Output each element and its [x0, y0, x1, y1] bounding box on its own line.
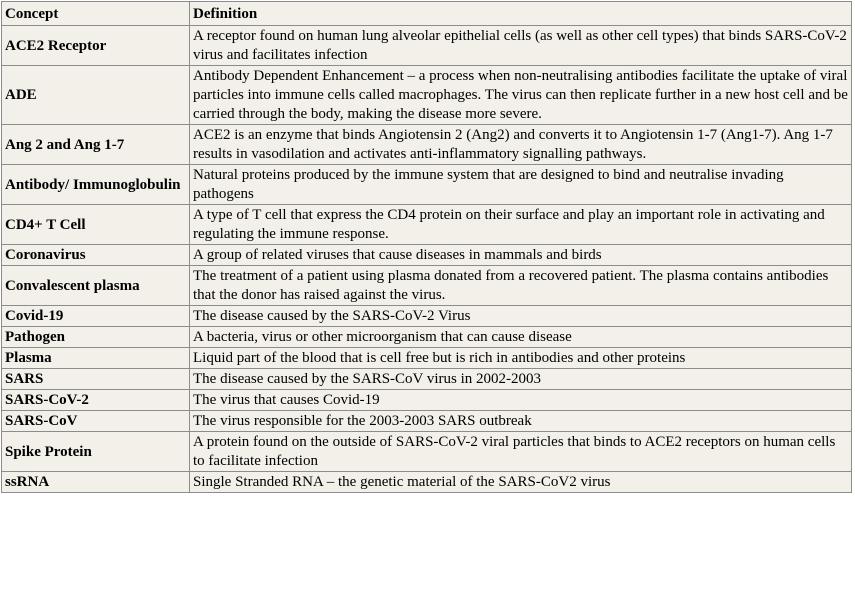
concept-cell: Coronavirus	[2, 245, 190, 266]
table-row	[2, 306, 852, 327]
concept-cell: Ang 2 and Ang 1-7	[2, 125, 190, 165]
table-row	[2, 348, 852, 369]
table-row	[2, 472, 852, 493]
table-body	[2, 26, 852, 493]
definition-cell: A group of related viruses that cause diseases in mammals and birds	[190, 245, 852, 266]
definition-column-header: Definition	[190, 2, 852, 26]
concept-cell: Convalescent plasma	[2, 266, 190, 306]
concept-cell: SARS	[2, 369, 190, 390]
definition-cell: Single Stranded RNA – the genetic material of the SARS-CoV2 virus	[190, 472, 852, 493]
definition-cell: A bacteria, virus or other microorganism that can cause disease	[190, 327, 852, 348]
concept-cell: Antibody/ Immunoglobulin	[2, 165, 190, 205]
concept-cell: CD4+ T Cell	[2, 205, 190, 245]
definition-cell: The disease caused by the SARS-CoV virus in 2002-2003	[190, 369, 852, 390]
header-row	[2, 2, 852, 26]
table-row	[2, 205, 852, 245]
table-row	[2, 369, 852, 390]
definition-cell: A type of T cell that express the CD4 protein on their surface and play an important role in activating and regulating the immune response.	[190, 205, 852, 245]
definition-cell: Liquid part of the blood that is cell free but is rich in antibodies and other proteins	[190, 348, 852, 369]
concept-cell: Covid-19	[2, 306, 190, 327]
concept-cell: SARS-CoV-2	[2, 390, 190, 411]
concept-cell: ssRNA	[2, 472, 190, 493]
glossary-table	[1, 1, 852, 493]
table-row	[2, 327, 852, 348]
table-row	[2, 125, 852, 165]
table-row	[2, 390, 852, 411]
concept-cell: Plasma	[2, 348, 190, 369]
definition-cell: The virus that causes Covid-19	[190, 390, 852, 411]
definition-cell: A protein found on the outside of SARS-CoV-2 viral particles that binds to ACE2 receptors on human cells to facilitate infection	[190, 432, 852, 472]
concept-cell: ACE2 Receptor	[2, 26, 190, 66]
concept-cell: ADE	[2, 66, 190, 125]
table-row	[2, 411, 852, 432]
table-row	[2, 245, 852, 266]
definition-cell: The disease caused by the SARS-CoV-2 Virus	[190, 306, 852, 327]
table-row	[2, 26, 852, 66]
table-row	[2, 66, 852, 125]
table-row	[2, 432, 852, 472]
definition-cell: Antibody Dependent Enhancement – a process when non-neutralising antibodies facilitate the uptake of viral particles into immune cells called macrophages. The virus can then replicate further in a new host cell and be carried through the body, making the disease more severe.	[190, 66, 852, 125]
table-row	[2, 266, 852, 306]
definition-cell: Natural proteins produced by the immune system that are designed to bind and neutralise invading pathogens	[190, 165, 852, 205]
definition-cell: ACE2 is an enzyme that binds Angiotensin 2 (Ang2) and converts it to Angiotensin 1-7 (Ang1-7). Ang 1-7 results in vasodilation and activates anti-inflammatory signalling pathways.	[190, 125, 852, 165]
definition-cell: A receptor found on human lung alveolar epithelial cells (as well as other cell types) that binds SARS-CoV-2 virus and facilitates infection	[190, 26, 852, 66]
concept-cell: Pathogen	[2, 327, 190, 348]
concept-cell: Spike Protein	[2, 432, 190, 472]
table-row	[2, 165, 852, 205]
definition-cell: The treatment of a patient using plasma donated from a recovered patient. The plasma contains antibodies that the donor has raised against the virus.	[190, 266, 852, 306]
table-header	[2, 2, 852, 26]
definition-cell: The virus responsible for the 2003-2003 SARS outbreak	[190, 411, 852, 432]
concept-column-header: Concept	[2, 2, 190, 26]
concept-cell: SARS-CoV	[2, 411, 190, 432]
